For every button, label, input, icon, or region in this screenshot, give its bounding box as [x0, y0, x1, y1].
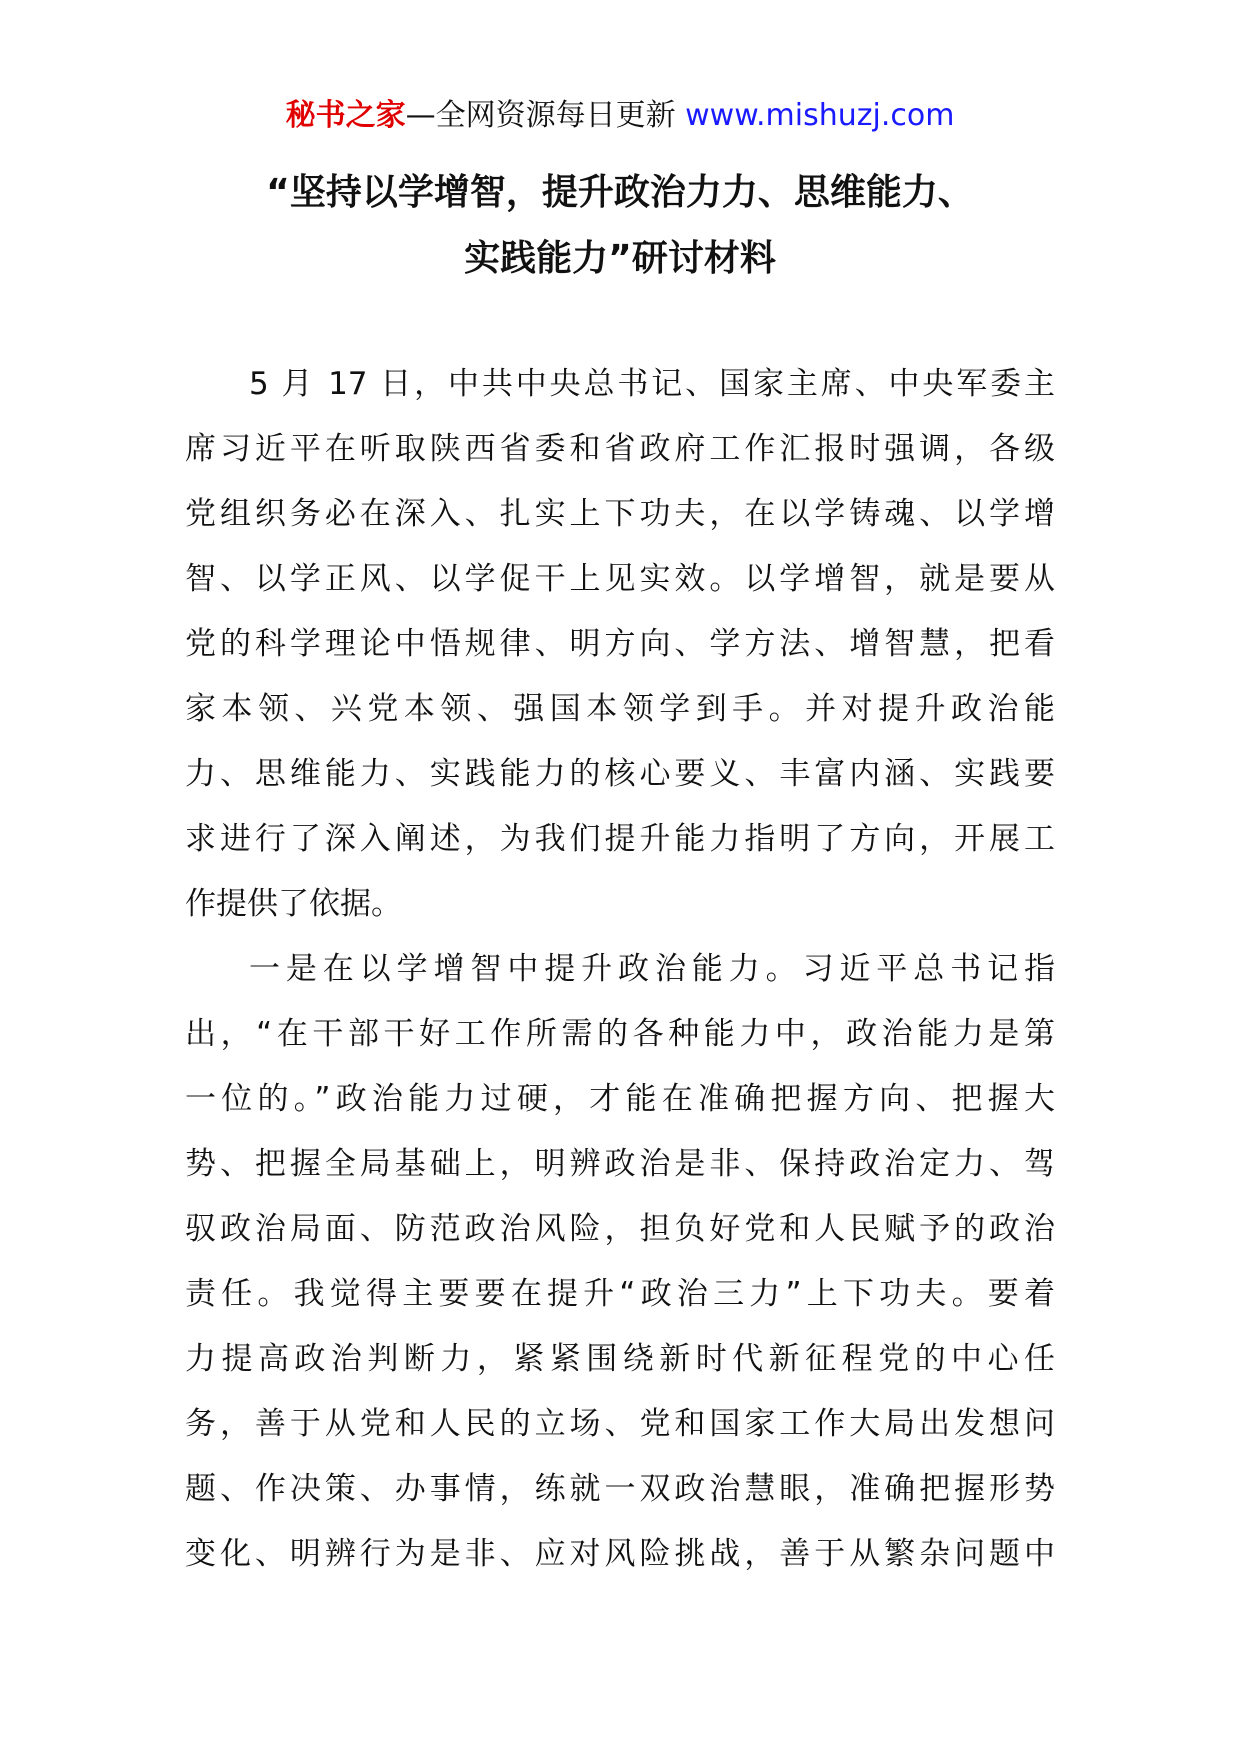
paragraph-line: 一是在以学增智中提升政治能力。习近平总书记指 [249, 951, 1055, 987]
paragraph-line: 力提高政治判断力，紧紧围绕新时代新征程党的中心任 [185, 1341, 1055, 1377]
paragraph-line: 求进行了深入阐述，为我们提升能力指明了方向，开展工 [185, 821, 1055, 857]
paragraph-line: 智、以学正风、以学促干上见实效。以学增智，就是要从 [185, 561, 1055, 597]
watermark-header [0, 96, 1240, 136]
paragraph-line: 作提供了依据。 [185, 886, 402, 922]
header-tagline: —全网资源每日更新 [405, 98, 676, 133]
paragraph-line: 家本领、兴党本领、强国本领学到手。并对提升政治能 [185, 691, 1055, 727]
brand-name: 秘书之家 [285, 98, 406, 133]
document-body [185, 352, 1055, 1587]
paragraph-line: 一位的。”政治能力过硬，才能在准确把握方向、把握大 [185, 1081, 1055, 1117]
paragraph-line: 责任。我觉得主要要在提升“政治三力”上下功夫。要着 [185, 1276, 1055, 1312]
paragraph-line: 力、思维能力、实践能力的核心要义、丰富内涵、实践要 [185, 756, 1055, 792]
paragraph-line: 出，“在干部干好工作所需的各种能力中，政治能力是第 [185, 1016, 1055, 1052]
document-title [140, 160, 1100, 292]
paragraph-line: 席习近平在听取陕西省委和省政府工作汇报时强调，各级 [185, 431, 1055, 467]
paragraph-line: 党的科学理论中悟规律、明方向、学方法、增智慧，把看 [185, 626, 1055, 662]
paragraph-line: 5 月 17 日，中共中央总书记、国家主席、中央军委主 [249, 366, 1055, 402]
paragraph-line: 务，善于从党和人民的立场、党和国家工作大局出发想问 [185, 1406, 1055, 1442]
paragraph-2 [185, 937, 1055, 1587]
paragraph-line: 驭政治局面、防范政治风险，担负好党和人民赋予的政治 [185, 1211, 1055, 1247]
paragraph-line: 变化、明辨行为是非、应对风险挑战，善于从繁杂问题中 [185, 1536, 1055, 1572]
paragraph-line: 势、把握全局基础上，明辨政治是非、保持政治定力、驾 [185, 1146, 1055, 1182]
paragraph-line: 党组织务必在深入、扎实上下功夫，在以学铸魂、以学增 [185, 496, 1055, 532]
title-line-2: 实践能力”研讨材料 [464, 238, 776, 279]
site-url-link[interactable]: www.mishuzj.com [685, 98, 955, 133]
title-line-1: “坚持以学增智，提升政治力力、思维能力、 [266, 172, 974, 213]
paragraph-line: 题、作决策、办事情，练就一双政治慧眼，准确把握形势 [185, 1471, 1055, 1507]
paragraph-1 [185, 352, 1055, 937]
